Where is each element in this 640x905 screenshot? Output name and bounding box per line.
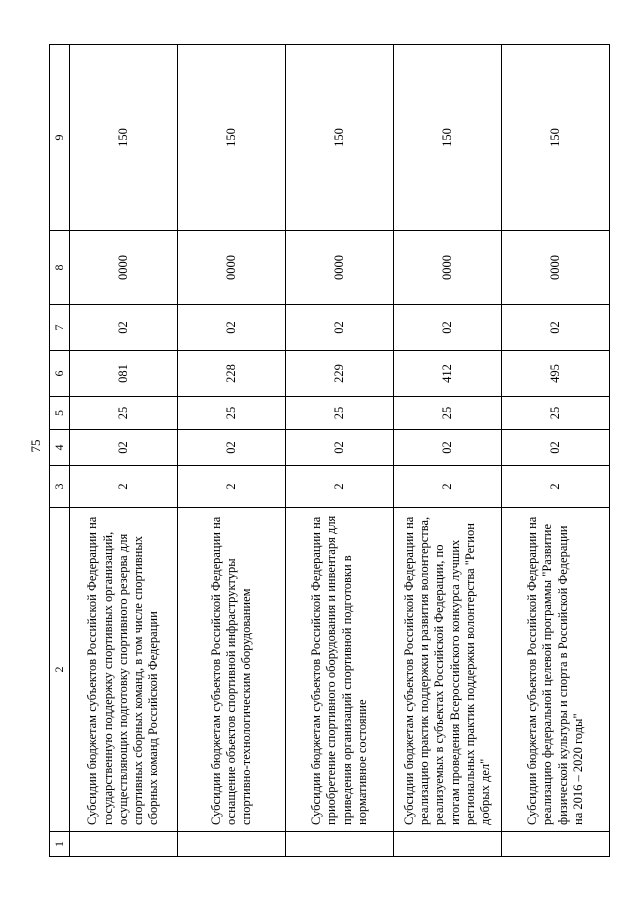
code-cell: 2	[394, 466, 502, 508]
code-cell: 02	[394, 305, 502, 351]
code-cell	[394, 832, 502, 857]
code-cell: 02	[502, 305, 610, 351]
code-cell: 412	[394, 351, 502, 397]
code-cell: 150	[70, 45, 178, 231]
code-cell: 0000	[178, 231, 286, 305]
code-cell: 02	[70, 430, 178, 466]
code-cell	[70, 832, 178, 857]
header-cell: 2	[50, 508, 70, 832]
code-cell: 495	[502, 351, 610, 397]
code-cell: 02	[70, 305, 178, 351]
header-cell: 9	[50, 45, 70, 231]
header-cell: 1	[50, 832, 70, 857]
description-cell: Субсидии бюджетам субъектов Российской Федерации на реализацию практик поддержки и развития волонтерства, реализуемых в субъектах Российской Федерации, по итогам проведения Всероссийского конкурса лучших региональных практик поддержки волонтерства "Регион добрых дел"	[394, 508, 502, 832]
code-cell: 150	[286, 45, 394, 231]
description-cell: Субсидии бюджетам субъектов Российской Федерации на государственную поддержку спортивных организаций, осуществляющих подготовку спортивного резерва для спортивных сборных команд, в том числе спортивных сборных команд Российской Федерации	[70, 508, 178, 832]
code-cell: 02	[502, 430, 610, 466]
table-row	[178, 45, 286, 857]
description-cell: Субсидии бюджетам субъектов Российской Федерации на приобретение спортивного оборудования и инвентаря для приведения организаций спортивной подготовки в нормативное состояние	[286, 508, 394, 832]
table-row	[394, 45, 502, 857]
header-cell: 6	[50, 351, 70, 397]
code-cell: 0000	[502, 231, 610, 305]
code-cell: 081	[70, 351, 178, 397]
code-cell: 2	[178, 466, 286, 508]
code-cell: 228	[178, 351, 286, 397]
description-cell: Субсидии бюджетам субъектов Российской Федерации на оснащение объектов спортивной инфраструктуры спортивно-технологическим оборудованием	[178, 508, 286, 832]
code-cell: 25	[394, 397, 502, 430]
table-row	[502, 45, 610, 857]
header-cell: 4	[50, 430, 70, 466]
code-cell: 25	[178, 397, 286, 430]
description-cell: Субсидии бюджетам субъектов Российской Федерации на реализацию федеральной целевой программы "Развитие физической культуры и спорта в Российской Федерации на 2016 – 2020 годы"	[502, 508, 610, 832]
budget-classification-table	[49, 44, 610, 857]
table-row	[70, 45, 178, 857]
code-cell: 2	[70, 466, 178, 508]
code-cell: 0000	[286, 231, 394, 305]
code-cell: 2	[286, 466, 394, 508]
code-cell: 02	[394, 430, 502, 466]
code-cell: 229	[286, 351, 394, 397]
header-cell: 5	[50, 397, 70, 430]
code-cell: 0000	[70, 231, 178, 305]
code-cell	[178, 832, 286, 857]
code-cell: 25	[70, 397, 178, 430]
header-cell: 7	[50, 305, 70, 351]
code-cell: 0000	[394, 231, 502, 305]
page-number: 75	[28, 439, 43, 453]
code-cell: 25	[502, 397, 610, 430]
code-cell: 2	[502, 466, 610, 508]
code-cell: 150	[394, 45, 502, 231]
code-cell: 02	[286, 430, 394, 466]
budget-classification-table-wrapper	[49, 45, 585, 857]
code-cell: 02	[178, 430, 286, 466]
code-cell: 25	[286, 397, 394, 430]
header-cell: 8	[50, 231, 70, 305]
code-cell: 150	[502, 45, 610, 231]
code-cell	[286, 832, 394, 857]
header-cell: 3	[50, 466, 70, 508]
code-cell: 150	[178, 45, 286, 231]
table-row	[286, 45, 394, 857]
code-cell	[502, 832, 610, 857]
code-cell: 02	[286, 305, 394, 351]
code-cell: 02	[178, 305, 286, 351]
column-number-header-row	[50, 45, 70, 857]
